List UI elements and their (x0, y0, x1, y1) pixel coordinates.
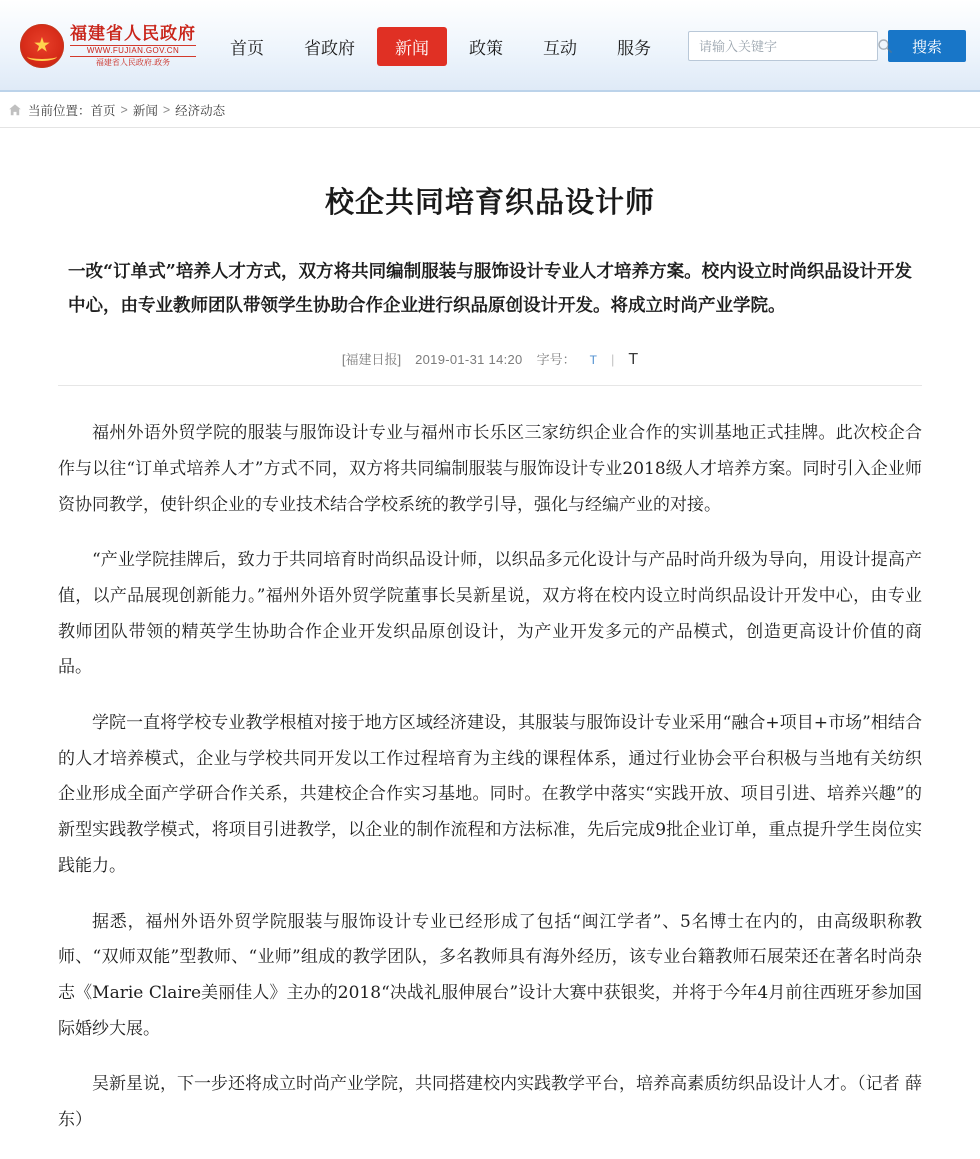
article-paragraph: 福州外语外贸学院的服装与服饰设计专业与福州市长乐区三家纺织企业合作的实训基地正式挂牌。此次校企合作与以往“订单式培养人才”方式不同，双方将共同编制服装与服饰设计专业2018级人才培养方案。同时引入企业师资协同教学，使针织企业的专业技术结合学校系统的教学引导，强化与经编产业的对接。 (58, 423, 922, 515)
fontsize-divider: | (610, 352, 615, 368)
search-icon[interactable] (877, 38, 893, 54)
search-area (688, 30, 966, 62)
breadcrumb-item-economic-news[interactable]: 经济动态 (175, 103, 226, 118)
logo-title: 福建省人民政府 (70, 23, 196, 43)
fontsize-large-button[interactable]: T (628, 351, 639, 369)
nav-item-news[interactable]: 新闻 (377, 27, 447, 66)
search-input[interactable] (697, 38, 877, 55)
nav-item-policy[interactable]: 政策 (469, 38, 503, 58)
fontsize-label: 字号： (536, 352, 576, 368)
fontsize-small-button[interactable]: T (589, 353, 597, 368)
breadcrumb (0, 92, 980, 128)
article-meta (58, 349, 922, 386)
breadcrumb-separator-1: > (120, 102, 128, 117)
article-paragraph: 据悉，福州外语外贸学院服装与服饰设计专业已经形成了包括“闽江学者”、5名博士在内的，由高级职称教师、“双师双能”型教师、“业师”组成的教学团队，多名教师具有海外经历，该专业台籍教师石展荣还在著名时尚杂志《Marie Claire美丽佳人》主办的2018“决战礼服伸展台”设计大赛中获银奖，并将于今年4月前往西班牙参加国际婚纱大展。 (58, 911, 922, 1039)
search-button[interactable]: 搜索 (888, 30, 966, 62)
home-icon (8, 103, 22, 117)
site-logo[interactable] (20, 23, 196, 68)
breadcrumb-item-home[interactable]: 首页 (90, 103, 116, 118)
breadcrumb-prefix: 当前位置： (28, 103, 91, 118)
article-lead: 一改“订单式”培养人才方式，双方将共同编制服装与服饰设计专业人才培养方案。校内设立时尚织品设计开发中心，由专业教师团队带领学生协助合作企业进行织品原创设计开发。将成立时尚产业学院。 (68, 262, 912, 317)
article-body (58, 416, 922, 1138)
article-paragraph: 吴新星说，下一步还将成立时尚产业学院，共同搭建校内实践教学平台，培养高素质纺织品设计人才。（记者 薛东） (58, 1074, 922, 1130)
logo-url: WWW.FUJIAN.GOV.CN (70, 45, 196, 57)
page-title: 校企共同培育织品设计师 (324, 185, 655, 219)
search-box[interactable] (688, 31, 878, 61)
article-date: 2019-01-31 14:20 (415, 352, 523, 368)
article-paragraph: 学院一直将学校专业教学根植对接于地方区域经济建设，其服装与服饰设计专业采用“融合+项目+市场”相结合的人才培养模式，企业与学校共同开发以工作过程培育为主线的课程体系，通过行业协会平台积极与当地有关纺织企业形成全面产学研合作关系，共建校企合作实习基地。同时。在教学中落实“实践开放、项目引进、培养兴趣”的新型实践教学模式，将项目引进教学，以企业的制作流程和方法标准，先后完成9批企业订单，重点提升学生岗位实践能力。 (58, 713, 922, 876)
article (0, 180, 980, 1139)
nav-item-provincial-government[interactable]: 省政府 (304, 38, 355, 58)
site-header (0, 0, 980, 92)
header-inner (0, 0, 980, 92)
logo-text (70, 25, 196, 68)
nav-item-home[interactable]: 首页 (230, 38, 264, 58)
logo-subtitle: 福建省人民政府.政务 (95, 57, 171, 67)
national-emblem-icon (20, 24, 64, 68)
main-nav (212, 27, 688, 66)
nav-item-interaction[interactable]: 互动 (543, 38, 577, 58)
article-source: [福建日报] (341, 352, 402, 368)
nav-item-services[interactable]: 服务 (617, 38, 651, 58)
breadcrumb-item-news[interactable]: 新闻 (132, 103, 158, 118)
breadcrumb-separator-2: > (162, 102, 171, 117)
article-paragraph: “产业学院挂牌后，致力于共同培育时尚织品设计师，以织品多元化设计与产品时尚升级为导向，用设计提高产值，以产品展现创新能力。”福州外语外贸学院董事长吴新星说，双方将在校内设立时尚织品设计开发中心，由专业教师团队带领的精英学生协助合作企业开发织品原创设计，为产业开发多元的产品模式，创造更高设计价值的商品。 (58, 550, 922, 678)
